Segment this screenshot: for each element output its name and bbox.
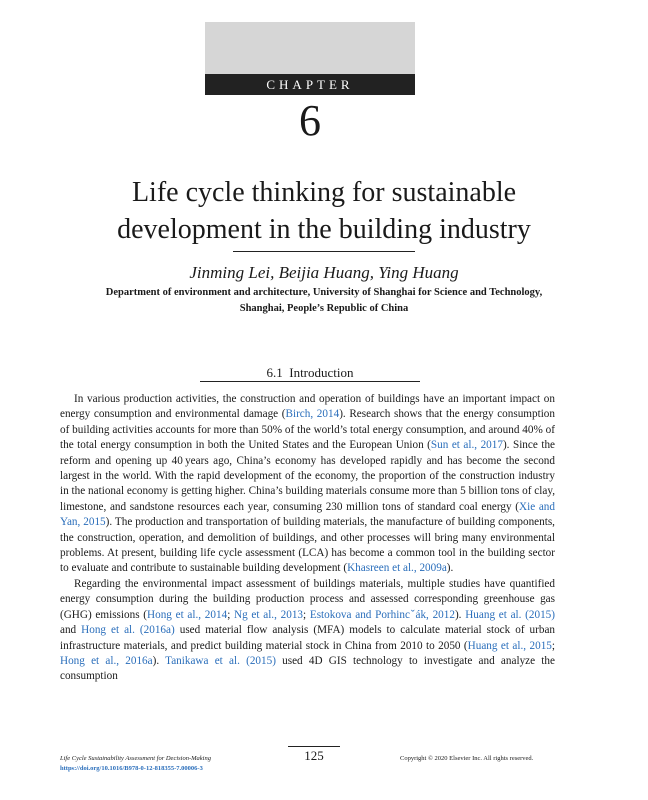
chapter-number: 6 — [299, 96, 321, 145]
title-rule — [233, 251, 415, 252]
citation-link[interactable]: Hong et al. (2016a) — [81, 624, 175, 637]
section-heading — [200, 364, 420, 382]
citation-link[interactable]: Birch, 2014 — [285, 408, 340, 421]
paragraph-text: ). Research shows that the energy consumption of building activities accounts for more than 50% of the world’s total energy consumption, and around 40% of the total energy consumption in both the United States and the European Union ( — [60, 408, 555, 452]
section-number: 6.1 — [266, 365, 283, 380]
footer-copyright: Copyright © 2020 Elsevier Inc. All rights reserved. — [400, 755, 534, 762]
chapter-title-line-2: development in the building industry — [117, 214, 531, 245]
authors: Jinming Lei, Beijia Huang, Ying Huang — [189, 263, 459, 282]
paragraph-text: ). — [152, 654, 166, 667]
footer-citation — [60, 754, 290, 774]
paragraph-text: used 4D GIS technology to investigate and analyze the consumption — [60, 654, 555, 683]
paragraph-text: Regarding the environmental impact assessment of buildings materials, multiple studies have quantified energy consumption during the building production process and assessed corresponding greenhouse gas (GHG) emissions ( — [60, 577, 555, 621]
paragraph-text: and — [60, 624, 82, 637]
citation-link[interactable]: Tanikawa et al. (2015) — [165, 654, 276, 667]
body-paragraph — [60, 392, 555, 577]
paragraph-text: ; — [551, 639, 555, 652]
body-paragraph — [60, 577, 555, 685]
citation-link[interactable]: Hong et al., 2016a — [60, 654, 153, 667]
citation-link[interactable]: Khasreen et al., 2009a — [347, 562, 447, 575]
footer-book-title: Life Cycle Sustainability Assessment for Decision-Making — [60, 755, 211, 762]
citation-link[interactable]: Ng et al., 2013 — [234, 608, 304, 621]
paragraph-text: ; — [303, 608, 310, 621]
citation-link[interactable]: Estokova and Porhincˇák, 2012 — [309, 608, 455, 621]
footer-doi-link[interactable]: https://doi.org/10.1016/B978-0-12-818355-7.00006-3 — [60, 765, 203, 772]
section-rule — [200, 381, 420, 382]
affiliation-line-2: Shanghai, People’s Republic of China — [239, 303, 409, 314]
paragraph-text: In various production activities, the construction and operation of buildings have an important impact on energy consumption and environmental damage ( — [60, 393, 555, 421]
page-number: 125 — [304, 748, 324, 763]
paragraph-text: ). — [446, 562, 454, 575]
citation-link[interactable]: Huang et al., 2015 — [467, 639, 552, 652]
affiliation-line-1: Department of environment and architecture, University of Shanghai for Science and Technology, — [105, 287, 543, 298]
chapter-banner-box — [205, 22, 415, 74]
paragraph-text: ). Since the reform and opening up 40 years ago, China’s economy has developed rapidly and has become the second largest in the world. With the rapid development of the economy, the proportion of the construction industry in the national economy is getting higher. China’s building materials consume more than 5 billion tons of clay, limestone, and sandstone resources each year, consuming 230 million tons of standard coal energy ( — [60, 439, 556, 513]
citation-link[interactable]: Sun et al., 2017 — [430, 439, 503, 452]
affiliation — [60, 285, 588, 317]
citation-link[interactable]: Hong et al., 2014 — [147, 608, 228, 621]
chapter-label: CHAPTER — [205, 74, 415, 95]
citation-link[interactable]: Xie and Yan, 2015 — [60, 500, 555, 529]
paragraph-text: ). The production and transportation of building materials, the manufacture of building components, the construction, operation, and demolition of buildings, and other processes will bring many environmental problems. At present, building life cycle assessment (LCA) has become a common tool in the building sector to evaluate and contribute to sustainable building development ( — [60, 516, 555, 575]
paragraph-text: ; — [227, 608, 235, 621]
citation-link[interactable]: Huang et al. (2015) — [465, 608, 555, 621]
body-text — [60, 392, 555, 685]
chapter-title — [0, 174, 648, 248]
paragraph-text: used material flow analysis (MFA) models to calculate material stock of urban infrastructure materials, and predict building material stock in China from 2010 to 2050 ( — [60, 624, 555, 652]
chapter-title-line-1: Life cycle thinking for sustainable — [131, 177, 517, 208]
paragraph-text: ). — [454, 608, 466, 621]
section-title: Introduction — [289, 365, 354, 380]
